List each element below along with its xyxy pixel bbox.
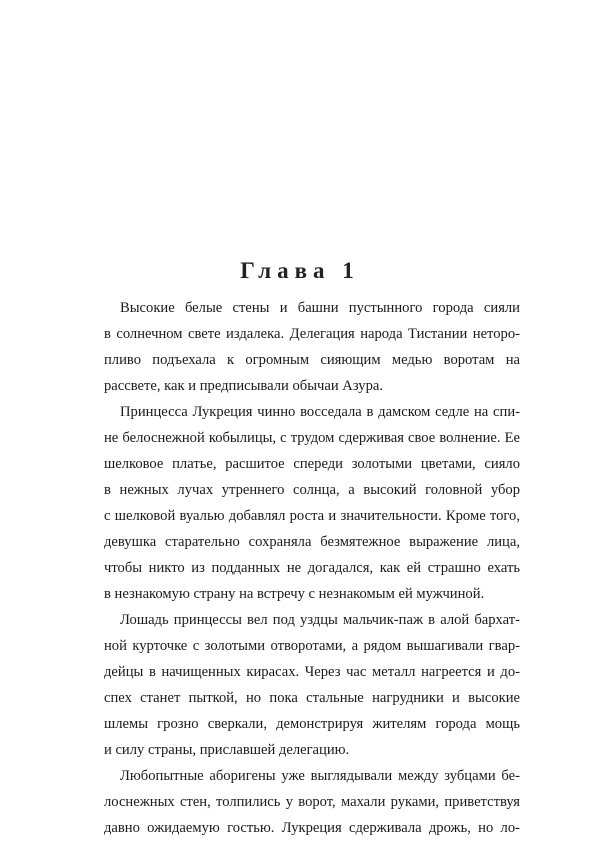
text-line: Высокие белые стены и башни пустынного города сияли — [120, 300, 520, 316]
paragraph — [104, 763, 520, 841]
paragraph — [104, 399, 520, 607]
text-line: Лошадь принцессы вел под уздцы мальчик-паж в алой бархат- — [120, 612, 520, 628]
text-line: шлемы грозно сверкали, демонстрируя жителям города мощь — [104, 716, 520, 732]
text-line: в незнакомую страну на встречу с незнакомым ей мужчиной. — [104, 586, 485, 602]
text-line: и силу страны, приславшей делегацию. — [104, 742, 350, 758]
text-line: чтобы никто из подданных не догадался, как ей страшно ехать — [104, 560, 520, 576]
text-line: дейцы в начищенных кирасах. Через час металл нагреется и до- — [104, 664, 520, 680]
text-line: не белоснежной кобылицы, с трудом сдерживая свое волнение. Ее — [104, 430, 520, 446]
text-line: ной курточке с золотыми отворотами, а рядом вышагивали гвар- — [104, 638, 520, 654]
text-line: спех станет пыткой, но пока стальные нагрудники и высокие — [104, 690, 520, 706]
text-line: с шелковой вуалью добавлял роста и значительности. Кроме того, — [104, 508, 520, 524]
text-line: в нежных лучах утреннего солнца, а высокий головной убор — [104, 482, 520, 498]
text-line: девушка старательно сохраняла безмятежное выражение лица, — [104, 534, 520, 550]
text-line: шелковое платье, расшитое спереди золотыми цветами, сияло — [104, 456, 520, 472]
text-line: давно ожидаемую гостью. Лукреция сдерживала дрожь, но ло- — [104, 820, 520, 836]
chapter-body — [104, 295, 520, 841]
text-line: в солнечном свете издалека. Делегация народа Тистании неторо- — [104, 326, 520, 342]
text-line: Любопытные аборигены уже выглядывали между зубцами бе- — [120, 768, 520, 784]
paragraph — [104, 295, 520, 399]
paragraph — [104, 607, 520, 763]
text-line: Принцесса Лукреция чинно восседала в дамском седле на спи- — [120, 404, 520, 420]
text-line: пливо подъехала к огромным сияющим медью воротам на — [104, 352, 520, 368]
chapter-title: Глава 1 — [240, 258, 360, 283]
text-line: лоснежных стен, толпились у ворот, махали руками, приветствуя — [104, 794, 520, 810]
text-line: рассвете, как и предписывали обычаи Азура. — [104, 378, 383, 394]
